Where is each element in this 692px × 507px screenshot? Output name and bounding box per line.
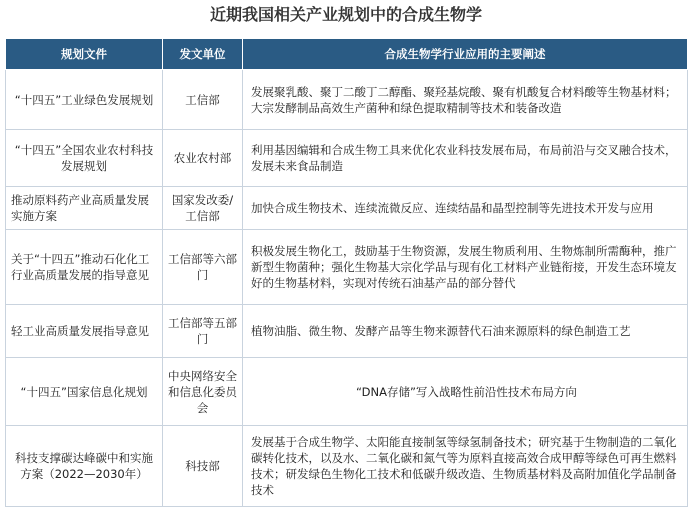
doc-cell: “十四五”全国农业农村科技发展规划 xyxy=(6,130,163,187)
doc-cell: 推动原料药产业高质量发展实施方案 xyxy=(6,187,163,230)
desc-cell: 加快合成生物技术、连续流微反应、连续结晶和晶型控制等先进技术开发与应用 xyxy=(243,187,688,230)
desc-cell: 发展聚乳酸、聚丁二酸丁二醇酯、聚羟基烷酸、聚有机酸复合材料酸等生物基材料；大宗发酵制品高效生产菌种和绿色提取精制等技术和装备改造 xyxy=(243,70,688,130)
issuer-cell: 工信部等六部门 xyxy=(163,230,243,305)
table-row xyxy=(6,70,688,130)
header-desc: 合成生物学行业应用的主要阐述 xyxy=(243,39,688,70)
table-row xyxy=(6,230,688,305)
table-row xyxy=(6,187,688,230)
doc-cell: “十四五”工业绿色发展规划 xyxy=(6,70,163,130)
header-row xyxy=(6,39,688,70)
doc-cell: 轻工业高质量发展指导意见 xyxy=(6,305,163,358)
issuer-cell: 中央网络安全和信息化委员会 xyxy=(163,358,243,426)
header-issuer: 发文单位 xyxy=(163,39,243,70)
policy-table xyxy=(5,38,688,507)
doc-cell: 关于“十四五”推动石化化工行业高质量发展的指导意见 xyxy=(6,230,163,305)
table-row xyxy=(6,358,688,426)
table-row xyxy=(6,305,688,358)
desc-cell: “DNA存储”写入战略性前沿性技术布局方向 xyxy=(243,358,688,426)
desc-cell: 利用基因编辑和合成生物工具来优化农业科技发展布局，布局前沿与交叉融合技术，发展未来食品制造 xyxy=(243,130,688,187)
desc-cell: 发展基于合成生物学、太阳能直接制氢等绿氢制备技术；研究基于生物制造的二氧化碳转化技术，以及水、二氧化碳和氮气等为原料直接高效合成甲醇等绿色可再生燃料技术；研发绿色生物化工技术和低碳升级改造、生物质基材料及高附加值化学品制备技术 xyxy=(243,426,688,507)
issuer-cell: 工信部 xyxy=(163,70,243,130)
issuer-cell: 国家发改委/工信部 xyxy=(163,187,243,230)
header-doc: 规划文件 xyxy=(6,39,163,70)
doc-cell: “十四五”国家信息化规划 xyxy=(6,358,163,426)
issuer-cell: 农业农村部 xyxy=(163,130,243,187)
desc-cell: 积极发展生物化工，鼓励基于生物资源，发展生物质利用、生物炼制所需酶种，推广新型生物菌种；强化生物基大宗化学品与现有化工材料产业链衔接，开发生态环境友好的生物基材料，实现对传统石油基产品的部分替代 xyxy=(243,230,688,305)
doc-cell: 科技支撑碳达峰碳中和实施方案（2022—2030年） xyxy=(6,426,163,507)
table-row xyxy=(6,130,688,187)
issuer-cell: 工信部等五部门 xyxy=(163,305,243,358)
issuer-cell: 科技部 xyxy=(163,426,243,507)
table-row xyxy=(6,426,688,507)
table-title: 近期我国相关产业规划中的合成生物学 xyxy=(209,5,482,24)
desc-cell: 植物油脂、微生物、发酵产品等生物来源替代石油来源原料的绿色制造工艺 xyxy=(243,305,688,358)
